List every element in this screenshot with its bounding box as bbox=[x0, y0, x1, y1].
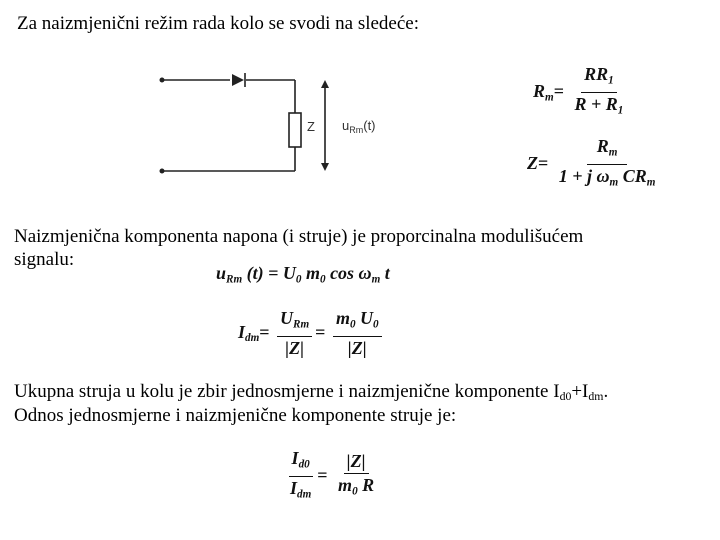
circuit-diagram bbox=[150, 68, 390, 188]
equation-u-rm: $u_{Rm}$ $(t) = U_0$ $m_0$ $\cos \omega_m$ t bbox=[216, 263, 390, 286]
diode-arrow-icon bbox=[232, 74, 244, 86]
impedance-symbol bbox=[289, 113, 301, 147]
paragraph-1-line-1: Naizmjenična komponenta napona (i struje) je proporcinalna modulišućem bbox=[14, 226, 584, 247]
terminal-top-icon bbox=[160, 78, 165, 83]
terminal-bottom-icon bbox=[160, 169, 165, 174]
voltage-arrow-down-icon bbox=[321, 163, 329, 171]
paragraph-1-line-2: signalu: bbox=[14, 249, 75, 270]
equation-ratio: $\frac{I_{d0}}{I_{dm}}$ = $\frac{|Z|}{m_0 R}$ bbox=[290, 448, 375, 501]
voltage-arrow-up-icon bbox=[321, 80, 329, 88]
intro-text: Za naizmjenični režim rada kolo se svodi na sledeće: bbox=[17, 13, 420, 34]
impedance-label: Z bbox=[307, 119, 315, 134]
equation-z: Z= $\frac{R_m}{1 + j \omega_m CR_m}$ bbox=[527, 136, 656, 189]
equation-rm: $R_m=$ $\frac{RR_1}{R + R_1}$ bbox=[533, 64, 624, 117]
voltage-label: $u_{Rm}(t)$ bbox=[342, 118, 376, 135]
paragraph-2-line-2: Odnos jednosmjerne i naizmjenične komponente struje je: bbox=[14, 405, 457, 426]
equation-i-dm: $I_{dm}=$ $\frac{U_{Rm}}{|Z|}$ = $\frac{m_0 U_0}{|Z|}$ bbox=[238, 308, 385, 359]
paragraph-2-line-1: Ukupna struja u kolu je zbir jednosmjerne i naizmjenične komponente Id0+Idm. bbox=[14, 381, 609, 403]
